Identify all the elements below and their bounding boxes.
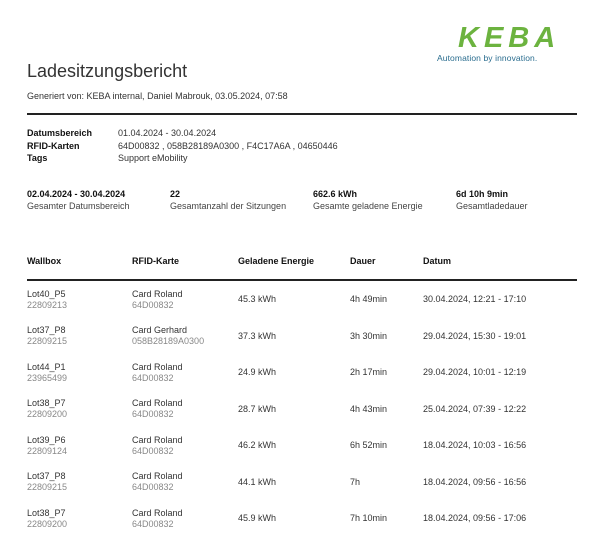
meta-label: Datumsbereich — [27, 128, 93, 138]
duration-cell: 7h — [350, 476, 361, 487]
wallbox-cell — [27, 427, 132, 464]
table-row — [27, 354, 577, 391]
energy-cell: 44.1 kWh — [238, 476, 277, 487]
table-row — [27, 427, 577, 464]
stat-label: Gesamter Datumsbereich — [27, 201, 130, 211]
meta-value: 64D00832 , 058B28189A0300 , F4C17A6A , 04650446 — [118, 140, 338, 151]
stat-date-range — [27, 188, 170, 213]
card-id: 64D00832 — [132, 482, 174, 493]
meta-value: 01.04.2024 - 30.04.2024 — [118, 128, 217, 138]
date-cell: 18.04.2024, 09:56 - 16:56 — [423, 476, 527, 487]
energy-cell: 24.9 kWh — [238, 367, 277, 378]
table-row — [27, 464, 577, 501]
card-name: Card Gerhard — [132, 325, 188, 336]
duration-cell: 7h 10min — [350, 513, 388, 524]
logo-text: KEBA — [458, 22, 561, 50]
table-row — [27, 391, 577, 428]
card-name: Card Roland — [132, 507, 183, 518]
meta-row-rfid — [27, 140, 338, 153]
table-row — [27, 318, 577, 355]
stat-energy — [313, 188, 456, 213]
rfid-cell — [132, 354, 238, 391]
duration-cell: 4h 43min — [350, 403, 388, 414]
table-header-row — [27, 252, 577, 280]
card-id: 64D00832 — [132, 372, 174, 383]
stat-label: Gesamtanzahl der Sitzungen — [170, 201, 287, 211]
stat-sessions — [170, 188, 313, 213]
column-header-energy: Geladene Energie — [238, 252, 350, 280]
wallbox-name: Lot39_P6 — [27, 434, 66, 445]
rfid-cell — [132, 280, 238, 318]
wallbox-name: Lot37_P8 — [27, 471, 66, 482]
card-name: Card Roland — [132, 361, 183, 372]
page-title: Ladesitzungsbericht — [27, 61, 188, 81]
wallbox-cell — [27, 318, 132, 355]
wallbox-serial: 23965499 — [27, 372, 68, 383]
table-row — [27, 500, 577, 537]
card-id: 64D00832 — [132, 299, 174, 310]
energy-cell: 28.7 kWh — [238, 403, 277, 414]
stat-value: 6d 10h 9min — [456, 189, 509, 199]
wallbox-name: Lot40_P5 — [27, 288, 66, 299]
stat-duration — [456, 188, 599, 213]
rfid-cell — [132, 427, 238, 464]
energy-cell: 45.9 kWh — [238, 513, 277, 524]
sessions-table — [27, 252, 577, 537]
wallbox-cell — [27, 464, 132, 501]
meta-row-tags — [27, 152, 338, 165]
wallbox-name: Lot44_P1 — [27, 361, 66, 372]
tagline: Automation by innovation. — [437, 53, 538, 63]
wallbox-cell — [27, 354, 132, 391]
wallbox-name: Lot37_P8 — [27, 325, 66, 336]
meta-row-date-range — [27, 127, 338, 140]
date-cell: 18.04.2024, 10:03 - 16:56 — [423, 440, 527, 451]
stat-label: Gesamtladedauer — [456, 201, 528, 211]
wallbox-cell — [27, 391, 132, 428]
meta-value: Support eMobility — [118, 153, 188, 163]
wallbox-serial: 22809200 — [27, 518, 68, 529]
date-cell: 29.04.2024, 10:01 - 12:19 — [423, 367, 527, 378]
card-id: 64D00832 — [132, 518, 174, 529]
card-id: 64D00832 — [132, 445, 174, 456]
date-cell: 30.04.2024, 12:21 - 17:10 — [423, 294, 527, 305]
date-cell: 29.04.2024, 15:30 - 19:01 — [423, 330, 527, 341]
card-id: 64D00832 — [132, 409, 174, 420]
card-name: Card Roland — [132, 434, 183, 445]
rfid-cell — [132, 391, 238, 428]
card-name: Card Roland — [132, 398, 183, 409]
wallbox-serial: 22809213 — [27, 299, 68, 310]
rfid-cell — [132, 500, 238, 537]
column-header-duration: Dauer — [350, 252, 423, 280]
header-divider — [27, 113, 577, 115]
meta-label: RFID-Karten — [27, 140, 80, 151]
duration-cell: 4h 49min — [350, 294, 388, 305]
wallbox-cell — [27, 280, 132, 318]
stat-label: Gesamte geladene Energie — [313, 201, 423, 211]
meta-label: Tags — [27, 153, 48, 163]
wallbox-serial: 22809215 — [27, 482, 68, 493]
stat-value: 662.6 kWh — [313, 189, 358, 199]
date-cell: 18.04.2024, 09:56 - 17:06 — [423, 513, 527, 524]
wallbox-serial: 22809215 — [27, 336, 68, 347]
rfid-cell — [132, 318, 238, 355]
energy-cell: 46.2 kWh — [238, 440, 277, 451]
report-meta — [27, 127, 338, 165]
stat-value: 22 — [170, 189, 181, 199]
column-header-rfid: RFID-Karte — [132, 252, 238, 280]
column-header-date: Datum — [423, 252, 577, 280]
summary-stats — [27, 188, 599, 213]
duration-cell: 2h 17min — [350, 367, 388, 378]
table-row — [27, 280, 577, 318]
duration-cell: 3h 30min — [350, 330, 388, 341]
wallbox-serial: 22809124 — [27, 445, 68, 456]
card-id: 058B28189A0300 — [132, 336, 205, 347]
card-name: Card Roland — [132, 288, 183, 299]
energy-cell: 45.3 kWh — [238, 294, 277, 305]
wallbox-cell — [27, 500, 132, 537]
date-cell: 25.04.2024, 07:39 - 12:22 — [423, 403, 527, 414]
wallbox-name: Lot38_P7 — [27, 507, 66, 518]
rfid-cell — [132, 464, 238, 501]
energy-cell: 37.3 kWh — [238, 330, 277, 341]
column-header-wallbox: Wallbox — [27, 252, 132, 280]
duration-cell: 6h 52min — [350, 440, 388, 451]
stat-value: 02.04.2024 - 30.04.2024 — [27, 189, 126, 199]
wallbox-serial: 22809200 — [27, 409, 68, 420]
wallbox-name: Lot38_P7 — [27, 398, 66, 409]
card-name: Card Roland — [132, 471, 183, 482]
generated-info: Generiert von: KEBA internal, Daniel Mabrouk, 03.05.2024, 07:58 — [27, 91, 288, 101]
